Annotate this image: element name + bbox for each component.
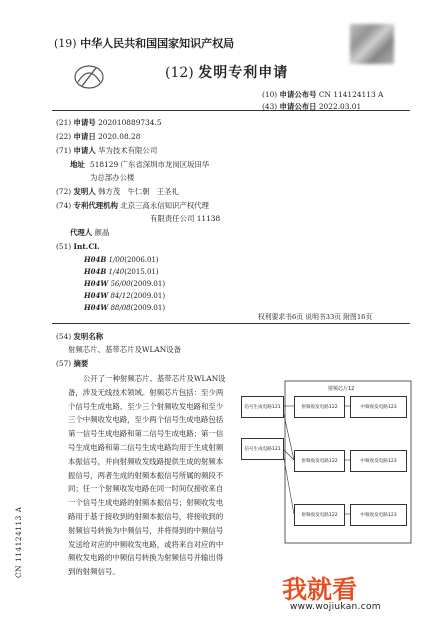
pub-date-value: 2022.03.01	[318, 102, 362, 111]
cnipa-emblem-icon	[72, 62, 106, 92]
agency-line-2: 有限责任公司 11138	[150, 214, 221, 223]
inventor-name: 王圣礼	[156, 187, 179, 196]
office-code: (19)	[54, 37, 77, 50]
rf-circuit-box: 射频收发电路122	[294, 504, 345, 526]
inventor-label: 发明人	[73, 187, 96, 196]
header-divider	[52, 110, 410, 111]
pub-no-value: CN 114124113 A	[318, 90, 384, 99]
applicant-value: 华为技术有限公司	[98, 146, 158, 155]
inventor-code: (72)	[56, 187, 72, 196]
pub-date-label: 申请公布日	[279, 102, 317, 111]
applicant-line	[56, 145, 157, 156]
inventor-line	[56, 186, 179, 197]
if-circuit-box: 中频收发电路123	[350, 504, 407, 526]
if-circuit-box: 中频收发电路123	[350, 396, 407, 418]
ipc-entry: H04W 84/12(2009.01)	[84, 291, 166, 300]
agency-label: 专利代理机构	[73, 201, 118, 210]
rf-circuit-box: 射频收发电路122	[294, 450, 345, 472]
agency-code: (74)	[56, 201, 72, 210]
app-number-line	[56, 117, 162, 128]
rf-circuit-box: 射频收发电路122	[294, 396, 345, 418]
doc-type: 发明专利申请	[198, 65, 289, 81]
agent-value: 颜晶	[94, 228, 110, 237]
pub-date-code: (43)	[262, 102, 278, 111]
applicant-label: 申请人	[73, 146, 96, 155]
watermark-logo	[282, 570, 357, 606]
address-line-2: 为总部办公楼	[90, 173, 135, 182]
doc-type-heading	[165, 62, 288, 82]
ipc-entry: H04W 88/08(2009.01)	[84, 303, 166, 312]
abstract-figure	[238, 376, 412, 546]
ipc-label: Int.Cl.	[73, 242, 100, 251]
page-counts: 权利要求书6页 说明书33页 附图16页	[258, 313, 373, 321]
ipc-entry: H04W 56/00(2009.01)	[84, 279, 166, 288]
app-no-code: (21)	[56, 118, 72, 127]
ipc-heading	[56, 242, 100, 251]
doc-code: (12)	[165, 65, 194, 81]
agent-line	[70, 227, 109, 238]
signal-gen-box: 信号生成电路121	[241, 438, 284, 460]
ipc-code: (51)	[56, 242, 72, 251]
signal-gen-box: 信号生成电路121	[241, 396, 284, 418]
pub-number-line	[262, 89, 383, 100]
app-date-code: (22)	[56, 132, 72, 141]
address-label: 地址	[70, 160, 85, 169]
title-heading	[56, 331, 103, 342]
applicant-code: (71)	[56, 146, 72, 155]
inventor-name: 牛仁朝	[127, 187, 150, 196]
biblio-divider	[52, 323, 410, 324]
app-no-value: 202010889734.5	[98, 118, 162, 127]
abstract-code: (57)	[56, 359, 72, 368]
abstract-text: 公开了一种射频芯片、基带芯片及WLAN设备，涉及无线技术领域。射频芯片包括：至少两个信号生成电路、至少三个射频收发电路和至少三个中频收发电路，至少两个信号生成电路包括第一信号生成电路和第二信号生成电路；第一信号生成电路和第二信号生成电路均用于生成射频本振信号，并向射频收发线路提供生成的射频本振信号，两者生成的射频本振信号所属的频段不同；任一个射频收发电路在同一时间仅接收来自一个信号生成电路的射频本振信号；射频收发电路用于基于接收到的射频本振信号，将接收到的射频信号转换为中频信号，并将得到的中频信号发送给对应的中频收发电路，或将来自对应的中频收发电路的中频信号转换为射频信号并输出得到的射频信号。	[68, 374, 226, 577]
ipc-entry: H04B 1/00(2006.01)	[84, 255, 159, 264]
app-date-line	[56, 131, 140, 142]
office-name: 中华人民共和国国家知识产权局	[80, 37, 235, 50]
agency-line	[56, 200, 209, 211]
pub-no-code: (10)	[262, 90, 278, 99]
invention-title: 射频芯片、基带芯片及WLAN设备	[68, 345, 181, 354]
if-circuit-box: 中频收发电路123	[350, 450, 407, 472]
redacted-image	[350, 24, 394, 64]
abstract-label: 摘要	[73, 359, 89, 368]
title-code: (54)	[56, 332, 72, 341]
office-header	[54, 35, 234, 51]
address-line-1: 518129 广东省深圳市龙岗区坂田华	[90, 160, 210, 169]
app-date-value: 2020.08.28	[98, 132, 141, 141]
app-date-label: 申请日	[73, 132, 96, 141]
agency-value: 北京三高永信知识产权代理	[120, 201, 209, 210]
abstract-heading	[56, 358, 88, 369]
side-publication-number: CN 114124113 A	[14, 506, 23, 578]
pub-no-label: 申请公布号	[279, 90, 317, 99]
ipc-entry: H04B 1/40(2015.01)	[84, 267, 159, 276]
title-label: 发明名称	[73, 332, 104, 341]
agent-label: 代理人	[70, 228, 93, 237]
app-no-label: 申请号	[73, 118, 96, 127]
watermark-url: www.wojiukan.com	[290, 602, 381, 612]
inventor-name: 韩方茂	[98, 187, 121, 196]
figure-chip-label: 射频芯片12	[328, 386, 355, 392]
watermark-brand: 我就看	[282, 575, 358, 604]
